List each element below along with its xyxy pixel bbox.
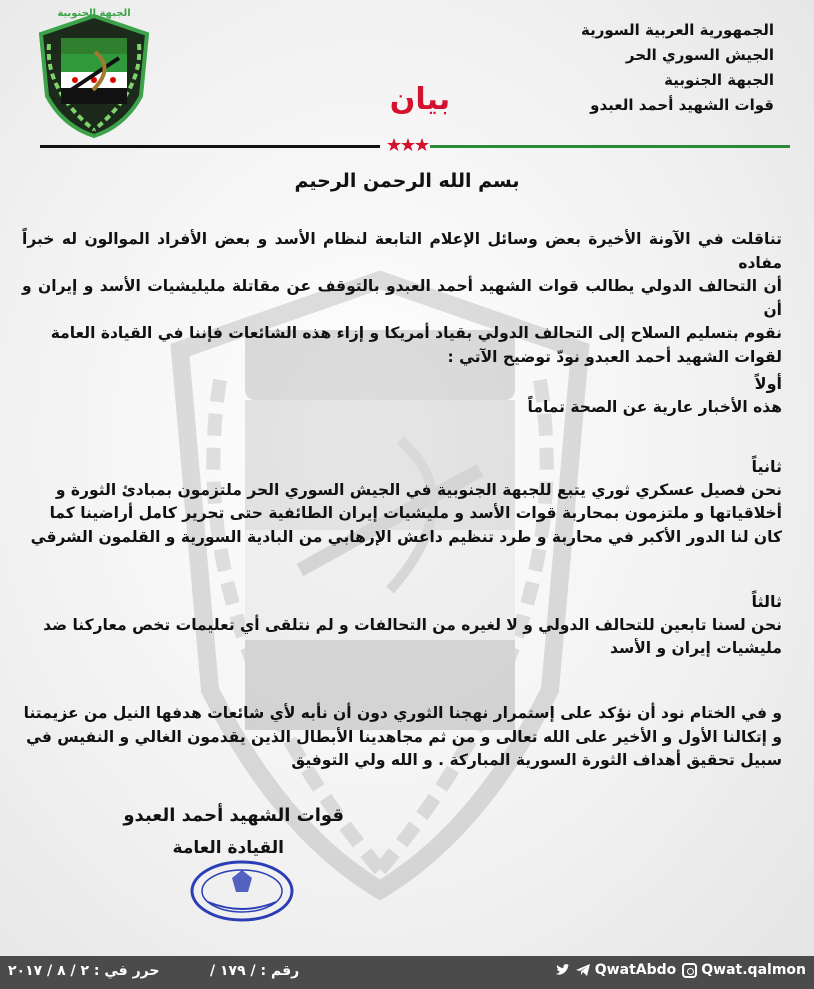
closing-paragraph: [22, 702, 782, 773]
intro-line: لقوات الشهيد أحمد العبدو نودّ توضيح الآتي :: [447, 347, 782, 366]
header-line-republic: الجمهورية العربية السورية: [581, 21, 774, 39]
footer-number: رقم : / ١٧٩ /: [210, 963, 300, 979]
red-stars-icon: [386, 134, 430, 154]
front-logo-icon: [35, 10, 153, 140]
signature-command: القيادة العامة: [172, 838, 284, 858]
section-first: [22, 372, 782, 419]
section-line: نحن لسنا تابعين للتحالف الدولي و لا لغيره من التحالفات و لم نتلقى أي تعليمات تخص معاركنا ضد: [43, 615, 782, 634]
telegram-icon: [575, 963, 591, 977]
header-line-front: الجبهة الجنوبية: [664, 71, 774, 89]
divider-black: [40, 145, 380, 148]
section-heading: أولاً: [754, 374, 782, 393]
instagram-icon: [682, 963, 697, 978]
section-third: [22, 590, 782, 661]
twitter-icon: [555, 963, 571, 977]
twitter-handle: QwatAbdo: [594, 962, 677, 978]
section-line: أخلاقياتها و ملتزمون بمحاربة قوات الأسد و مليشيات إيران الطائفية حتى تحرير كامل أراضينا كما: [49, 504, 782, 522]
header-block: [474, 18, 774, 118]
section-second: [22, 455, 782, 549]
signature-forces: قوات الشهيد أحمد العبدو: [123, 805, 344, 826]
header-line-army: الجيش السوري الحر: [625, 46, 774, 64]
closing-line: و في الختام نود أن نؤكد على إستمرار نهجنا الثوري دون أن نأبه لأي شائعات هدفها النيل من عزيمتنا: [23, 704, 782, 722]
section-heading: ثالثاً: [751, 592, 782, 611]
intro-line: أن التحالف الدولي يطالب قوات الشهيد أحمد العبدو بالتوقف عن مقاتلة مليليشيات الأسد و إيران و أن: [22, 277, 782, 319]
section-line: هذه الأخبار عارية عن الصحة تماماً: [527, 397, 782, 416]
closing-line: و إتكالنا الأول و الأخير على الله تعالى و من ثم مجاهدينا الأبطال الذين يقدمون الغالي و النفيس في: [26, 727, 782, 746]
statement-title: بيان: [389, 82, 451, 117]
closing-line: سبيل تحقيق أهداف الثورة السورية المباركة . و الله ولي التوفيق: [291, 751, 782, 769]
intro-line: نقوم بتسليم السلاح إلى التحالف الدولي بقياد أمريكا و إزاء هذه الشائعات فإننا في القيادة العامة: [50, 324, 782, 342]
footer-bar: [0, 956, 814, 989]
section-line: كان لنا الدور الأكبر في محاربة و طرد تنظيم داعش الإرهابي من البادية السورية و القلمون الشرقي: [30, 527, 782, 546]
intro-paragraph: [22, 228, 782, 369]
intro-line: تناقلت في الآونة الأخيرة بعض وسائل الإعلام التابعة لنظام الأسد و بعض الأفراد الموالون له خبراً مفاده: [22, 230, 782, 272]
instagram-handle: Qwat.qalmon: [701, 962, 806, 978]
header-line-forces: قوات الشهيد أحمد العبدو: [590, 96, 774, 114]
social-twitter[interactable]: [555, 962, 676, 978]
section-line: نحن فصيل عسكري ثوري يتبع للجبهة الجنوبية في الجيش السوري الحر ملتزمون بمبادئ الثورة و: [55, 480, 782, 499]
social-instagram[interactable]: [682, 962, 806, 978]
section-heading: ثانياً: [751, 457, 782, 476]
section-line: مليشيات إيران و الأسد: [610, 639, 782, 657]
logo-caption: الجبهة الجنوبية: [57, 8, 131, 19]
basmala: بسم الله الرحمن الرحيم: [294, 170, 520, 192]
footer-social: [555, 962, 806, 978]
official-stamp-icon: [188, 858, 296, 924]
divider-green: [430, 145, 790, 148]
footer-date: حرر في : ٢ / ٨ / ٢٠١٧: [8, 963, 160, 979]
